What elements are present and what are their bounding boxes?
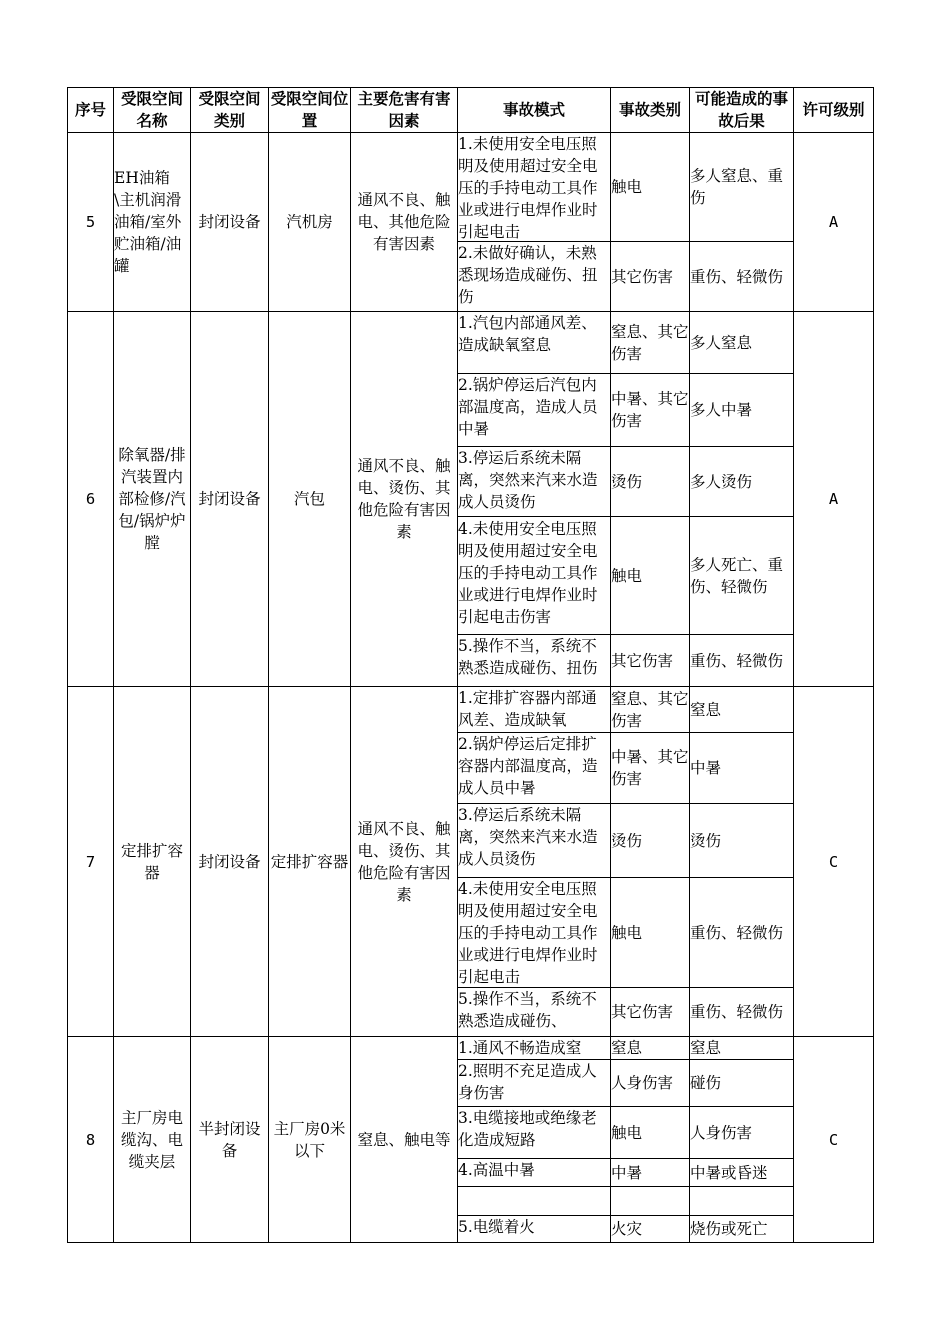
accident-mode-cell <box>458 635 611 687</box>
group-space-name: EH油箱\主机润滑油箱/室外贮油箱/油罐 <box>114 133 191 312</box>
consequence-cell: 重伤、轻微伤 <box>690 988 794 1037</box>
group-hazards: 窒息、触电等 <box>351 1037 458 1243</box>
accident-type-cell: 其它伤害 <box>611 242 690 312</box>
accident-type-cell: 中暑、其它伤害 <box>611 733 690 804</box>
group-space-location: 主厂房0米以下 <box>269 1037 351 1243</box>
header-space-category: 受限空间类别 <box>191 88 269 133</box>
accident-type-cell <box>611 1187 690 1216</box>
header-accident-mode: 事故模式 <box>458 88 611 133</box>
accident-type-cell: 其它伤害 <box>611 635 690 687</box>
group-space-category: 封闭设备 <box>191 687 269 1037</box>
accident-mode-text: 5.电缆着火 <box>458 1218 535 1236</box>
accident-mode-text: 1.未使用安全电压照明及使用超过安全电压的手持电动工具作业或进行电焊作业时引起电击 <box>458 135 598 241</box>
header-space-name: 受限空间名称 <box>114 88 191 133</box>
accident-mode-text: 5.操作不当，系统不熟悉造成碰伤、 <box>458 990 597 1030</box>
accident-type-cell: 窒息、其它伤害 <box>611 312 690 374</box>
consequence-cell: 烧伤或死亡 <box>690 1216 794 1243</box>
consequence-cell: 多人中暑 <box>690 374 794 447</box>
accident-type-cell: 烫伤 <box>611 447 690 517</box>
accident-mode-text: 2.锅炉停运后定排扩容器内部温度高，造成人员中暑 <box>458 735 598 797</box>
consequence-cell: 中暑 <box>690 733 794 804</box>
consequence-cell <box>690 1187 794 1216</box>
header-consequence: 可能造成的事故后果 <box>690 88 794 133</box>
accident-mode-text: 3.电缆接地或绝缘老化造成短路 <box>458 1109 597 1149</box>
accident-type-cell: 触电 <box>611 517 690 635</box>
consequence-cell: 多人窒息、重伤 <box>690 133 794 242</box>
accident-mode-cell <box>458 447 611 517</box>
accident-mode-cell <box>458 133 611 242</box>
accident-mode-cell <box>458 517 611 635</box>
group-seq: 8 <box>68 1037 114 1243</box>
group-hazards: 通风不良、触电、烫伤、其他危险有害因素 <box>351 312 458 687</box>
consequence-cell: 人身伤害 <box>690 1107 794 1159</box>
accident-mode-text: 2.未做好确认，未熟悉现场造成碰伤、扭伤 <box>458 244 598 306</box>
group-seq: 7 <box>68 687 114 1037</box>
accident-type-cell: 窒息、其它伤害 <box>611 687 690 733</box>
consequence-cell: 烫伤 <box>690 804 794 878</box>
accident-type-cell: 烫伤 <box>611 804 690 878</box>
accident-type-cell: 触电 <box>611 133 690 242</box>
consequence-cell: 重伤、轻微伤 <box>690 878 794 988</box>
accident-type-cell: 人身伤害 <box>611 1060 690 1107</box>
accident-mode-cell <box>458 374 611 447</box>
group-space-category: 半封闭设备 <box>191 1037 269 1243</box>
accident-mode-cell <box>458 312 611 374</box>
accident-mode-cell <box>458 1216 611 1243</box>
accident-mode-cell <box>458 878 611 988</box>
accident-mode-cell <box>458 733 611 804</box>
group-seq: 5 <box>68 133 114 312</box>
consequence-cell: 中暑或昏迷 <box>690 1159 794 1187</box>
permit-level-cell: A <box>794 312 874 687</box>
header-seq: 序号 <box>68 88 114 133</box>
table-header-row <box>68 88 874 133</box>
group-space-location: 汽包 <box>269 312 351 687</box>
group-space-category: 封闭设备 <box>191 133 269 312</box>
accident-mode-text: 1.汽包内部通风差、造成缺氧窒息 <box>458 314 597 354</box>
consequence-cell: 窒息 <box>690 1037 794 1060</box>
consequence-cell: 重伤、轻微伤 <box>690 635 794 687</box>
confined-space-risk-table <box>67 87 874 1243</box>
accident-type-cell: 其它伤害 <box>611 988 690 1037</box>
accident-mode-text: 1.定排扩容器内部通风差、造成缺氧 <box>458 689 597 729</box>
header-hazards: 主要危害有害因素 <box>351 88 458 133</box>
accident-mode-cell <box>458 1060 611 1107</box>
accident-mode-text: 2.锅炉停运后汽包内部温度高，造成人员中暑 <box>458 376 598 438</box>
accident-mode-text: 3.停运后系统未隔离，突然来汽来水造成人员烫伤 <box>458 806 598 868</box>
consequence-cell: 碰伤 <box>690 1060 794 1107</box>
accident-mode-text: 3.停运后系统未隔离，突然来汽来水造成人员烫伤 <box>458 449 598 511</box>
accident-type-cell: 中暑、其它伤害 <box>611 374 690 447</box>
accident-mode-cell <box>458 687 611 733</box>
accident-type-cell: 中暑 <box>611 1159 690 1187</box>
group-space-name: 除氧器/排汽装置内部检修/汽包/锅炉炉膛 <box>114 312 191 687</box>
group-space-location: 定排扩容器 <box>269 687 351 1037</box>
accident-mode-text: 4.未使用安全电压照明及使用超过安全电压的手持电动工具作业或进行电焊作业时引起电击伤害 <box>458 519 598 626</box>
table-row <box>68 133 874 242</box>
accident-mode-text: 5.操作不当，系统不熟悉造成碰伤、扭伤 <box>458 637 598 677</box>
accident-type-cell: 火灾 <box>611 1216 690 1243</box>
consequence-cell: 重伤、轻微伤 <box>690 242 794 312</box>
group-space-location: 汽机房 <box>269 133 351 312</box>
accident-mode-cell <box>458 1107 611 1159</box>
header-accident-type: 事故类别 <box>611 88 690 133</box>
header-space-location: 受限空间位置 <box>269 88 351 133</box>
group-space-name: 定排扩容器 <box>114 687 191 1037</box>
group-space-name: 主厂房电缆沟、电缆夹层 <box>114 1037 191 1243</box>
group-space-category: 封闭设备 <box>191 312 269 687</box>
accident-type-cell: 窒息 <box>611 1037 690 1060</box>
accident-mode-text: 4.高温中暑 <box>458 1161 535 1179</box>
accident-mode-text: 2.照明不充足造成人身伤害 <box>458 1062 597 1102</box>
consequence-cell: 多人窒息 <box>690 312 794 374</box>
accident-mode-cell <box>458 804 611 878</box>
accident-type-cell: 触电 <box>611 1107 690 1159</box>
consequence-cell: 多人烫伤 <box>690 447 794 517</box>
group-seq: 6 <box>68 312 114 687</box>
accident-mode-cell <box>458 1187 611 1216</box>
accident-mode-cell <box>458 988 611 1037</box>
accident-type-cell: 触电 <box>611 878 690 988</box>
accident-mode-text: 4.未使用安全电压照明及使用超过安全电压的手持电动工具作业或进行电焊作业时引起电击 <box>458 880 598 986</box>
header-permit-level: 许可级别 <box>794 88 874 133</box>
table-row <box>68 1037 874 1060</box>
accident-mode-cell <box>458 1037 611 1060</box>
group-hazards: 通风不良、触电、其他危险有害因素 <box>351 133 458 312</box>
permit-level-cell: C <box>794 687 874 1037</box>
table-row <box>68 687 874 733</box>
accident-mode-cell <box>458 242 611 312</box>
table-row <box>68 312 874 374</box>
consequence-cell: 多人死亡、重伤、轻微伤 <box>690 517 794 635</box>
accident-mode-text: 1.通风不畅造成窒 <box>458 1039 582 1057</box>
group-hazards: 通风不良、触电、烫伤、其他危险有害因素 <box>351 687 458 1037</box>
permit-level-cell: A <box>794 133 874 312</box>
permit-level-cell: C <box>794 1037 874 1243</box>
consequence-cell: 窒息 <box>690 687 794 733</box>
accident-mode-cell <box>458 1159 611 1187</box>
